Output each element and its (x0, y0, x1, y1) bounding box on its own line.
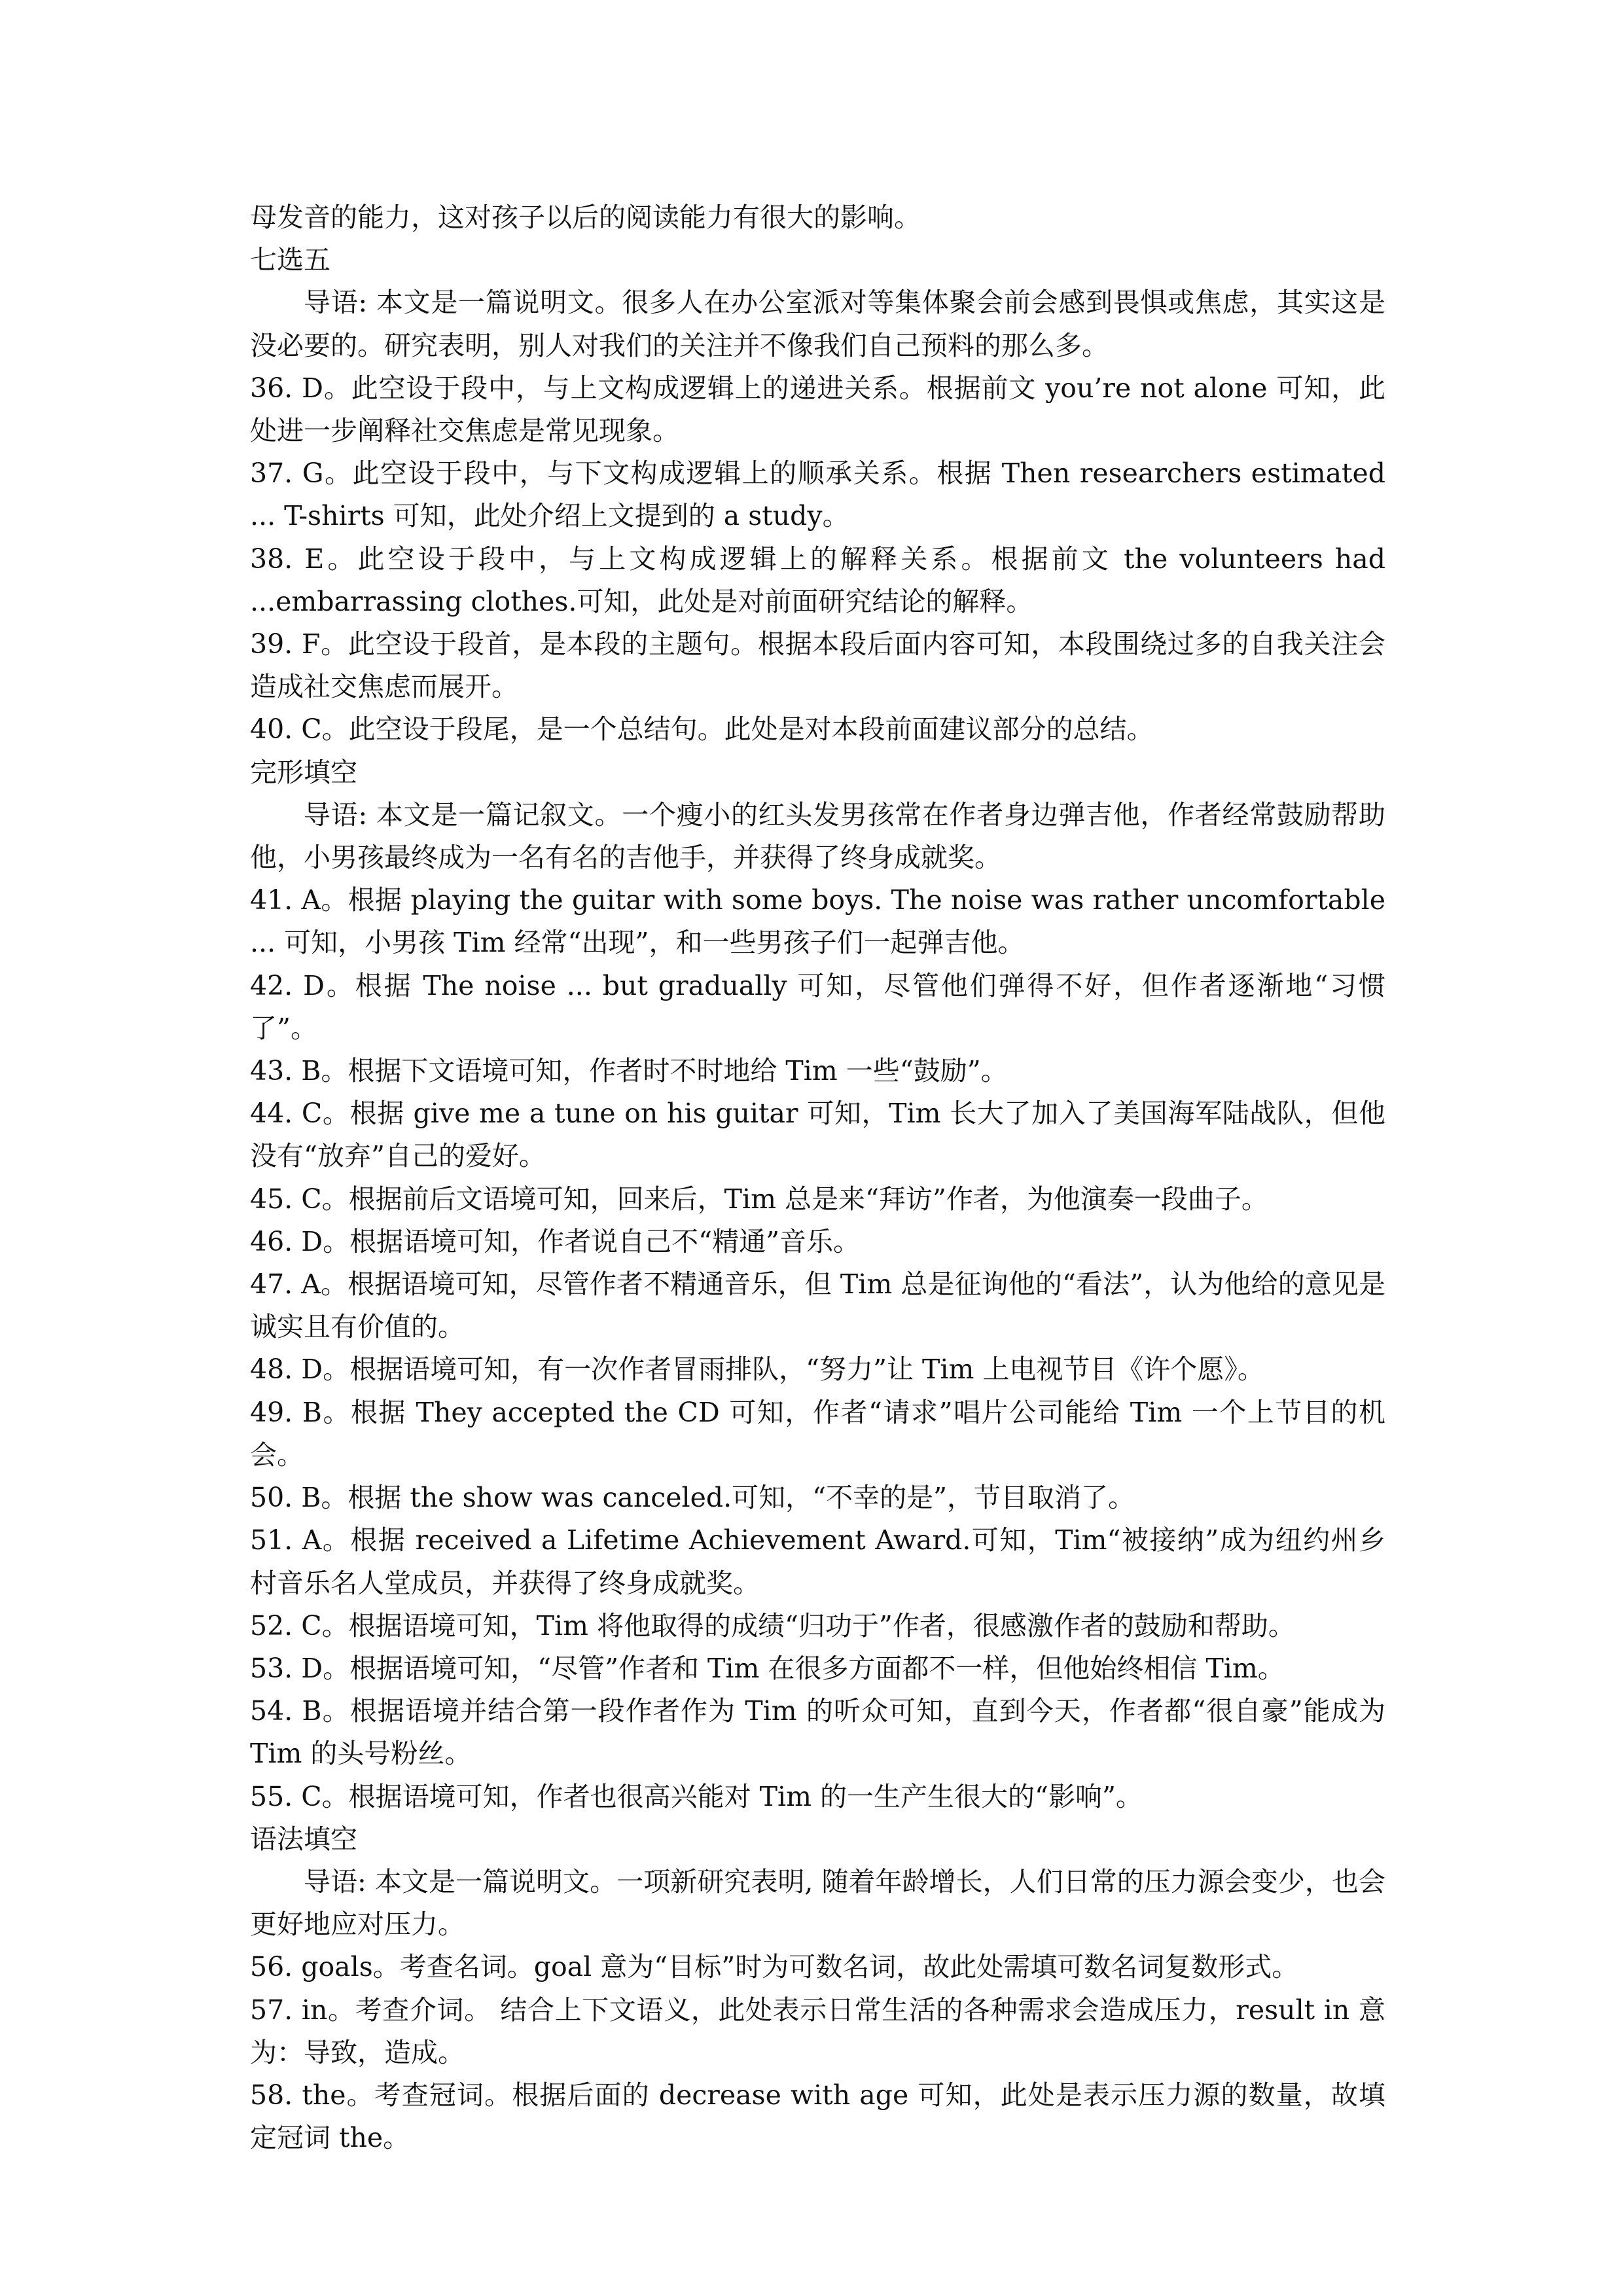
intro-paragraph: 导语: 本文是一篇说明文。一项新研究表明, 随着年龄增长，人们日常的压力源会变少，也会更好地应对压力。 (250, 1865, 1385, 1941)
paragraph: 母发音的能力，这对孩子以后的阅读能力有很大的影响。 (250, 202, 921, 233)
answer-item: 51. A。根据 received a Lifetime Achievement Award.可知，Tim“被接纳”成为纽约州乡村音乐名人堂成员，并获得了终身成就奖。 (250, 1524, 1385, 1599)
answer-item: 39. F。此空设于段首，是本段的主题句。根据本段后面内容可知，本段围绕过多的自我关注会造成社交焦虑而展开。 (250, 628, 1385, 703)
answer-item: 49. B。根据 They accepted the CD 可知，作者“请求”唱片公司能给 Tim 一个上节目的机会。 (250, 1396, 1385, 1471)
answer-item: 40. C。此空设于段尾，是一个总结句。此处是对本段前面建议部分的总结。 (250, 713, 1154, 745)
answer-item: 43. B。根据下文语境可知，作者时不时地给 Tim 一些“鼓励”。 (250, 1055, 1008, 1087)
answer-item: 44. C。根据 give me a tune on his guitar 可知，Tim 长大了加入了美国海军陆战队，但他没有“放弃”自己的爱好。 (250, 1098, 1385, 1172)
document-page (250, 196, 1385, 2159)
answer-item: 37. G。此空设于段中，与下文构成逻辑上的顺承关系。根据 Then researchers estimated ... T-shirts 可知，此处介绍上文提到的 a study。 (250, 457, 1385, 532)
answer-item: 47. A。根据语境可知，尽管作者不精通音乐，但 Tim 总是征询他的“看法”，认为他给的意见是诚实且有价值的。 (250, 1268, 1385, 1343)
section-heading: 七选五 (250, 244, 330, 276)
answer-item: 50. B。根据 the show was canceled.可知，“不幸的是”，节目取消了。 (250, 1482, 1135, 1514)
answer-item: 48. D。根据语境可知，有一次作者冒雨排队，“努力”让 Tim 上电视节目《许个愿》。 (250, 1354, 1264, 1386)
answer-item: 56. goals。考查名词。goal 意为“目标”时为可数名词，故此处需填可数名词复数形式。 (250, 1951, 1299, 1983)
answer-item: 46. D。根据语境可知，作者说自己不“精通”音乐。 (250, 1225, 861, 1257)
intro-paragraph: 导语: 本文是一篇记叙文。一个瘦小的红头发男孩常在作者身边弹吉他，作者经常鼓励帮助他，小男孩最终成为一名有名的吉他手，并获得了终身成就奖。 (250, 798, 1385, 874)
section-heading: 完形填空 (250, 756, 357, 788)
answer-item: 57. in。考查介词。 结合上下文语义，此处表示日常生活的各种需求会造成压力，result in 意为：导致，造成。 (250, 1994, 1385, 2068)
answer-item: 52. C。根据语境可知，Tim 将他取得的成绩“归功于”作者，很感激作者的鼓励和帮助。 (250, 1609, 1295, 1641)
answer-item: 42. D。根据 The noise ... but gradually 可知，尽管他们弹得不好，但作者逐渐地“习惯了”。 (250, 969, 1385, 1044)
answer-item: 41. A。根据 playing the guitar with some boys. The noise was rather uncomfortable ... 可知，小男孩 Tim 经常“出现”，和一些男孩子们一起弹吉他。 (250, 884, 1385, 959)
intro-paragraph: 导语: 本文是一篇说明文。很多人在办公室派对等集体聚会前会感到畏惧或焦虑，其实这是没必要的。研究表明，别人对我们的关注并不像我们自己预料的那么多。 (250, 287, 1385, 361)
answer-item: 54. B。根据语境并结合第一段作者作为 Tim 的听众可知，直到今天，作者都“很自豪”能成为 Tim 的头号粉丝。 (250, 1695, 1385, 1770)
section-heading: 语法填空 (250, 1823, 357, 1855)
answer-item: 55. C。根据语境可知，作者也很高兴能对 Tim 的一生产生很大的“影响”。 (250, 1780, 1143, 1812)
answer-item: 58. the。考查冠词。根据后面的 decrease with age 可知，此处是表示压力源的数量，故填定冠词 the。 (250, 2079, 1385, 2154)
answer-item: 38. E。此空设于段中，与上文构成逻辑上的解释关系。根据前文 the volunteers had ...embarrassing clothes.可知，此处是对前面研究结论的解释。 (250, 543, 1385, 617)
answer-item: 53. D。根据语境可知，“尽管”作者和 Tim 在很多方面都不一样，但他始终相信 Tim。 (250, 1652, 1285, 1684)
answer-item: 36. D。此空设于段中，与上文构成逻辑上的递进关系。根据前文 you’re not alone 可知，此处进一步阐释社交焦虑是常见现象。 (250, 372, 1385, 447)
answer-item: 45. C。根据前后文语境可知，回来后，Tim 总是来“拜访”作者，为他演奏一段曲子。 (250, 1183, 1268, 1215)
